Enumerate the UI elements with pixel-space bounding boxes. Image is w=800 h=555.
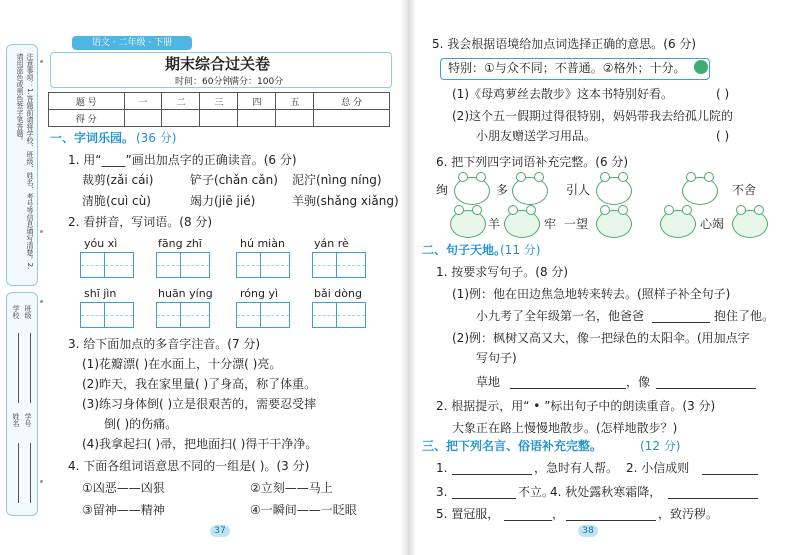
q3-item[interactable]: (1)花瓣漂( )在水面上，十分漂( )亮。 <box>82 357 282 371</box>
q4-option[interactable]: ②立刻——马上 <box>250 481 333 495</box>
pinyin-label: yán rè <box>314 237 349 250</box>
q6-char: 不舍 <box>732 183 757 197</box>
table-cell: 总 分 <box>314 93 390 110</box>
page-fold <box>400 0 416 555</box>
s3-label: 1. <box>436 461 448 475</box>
binding-dot <box>40 230 43 233</box>
table-cell: 得 分 <box>49 110 125 127</box>
binding-dot <box>40 300 43 303</box>
writing-grid[interactable] <box>236 252 290 278</box>
q3-prompt: 3. 给下面加点的多音字注音。(7 分) <box>68 337 261 351</box>
section2-points: (11 分) <box>500 243 541 257</box>
score-table <box>48 92 390 127</box>
page-number-left: 37 <box>210 525 230 537</box>
score-input-cell[interactable] <box>238 110 276 127</box>
frog-blank-icon[interactable] <box>732 210 768 238</box>
page-title: 期末综合过关卷 <box>165 55 271 73</box>
table-row <box>49 110 390 127</box>
s3-text: ，急时有人帮。 <box>534 461 619 475</box>
score-input-cell[interactable] <box>314 110 390 127</box>
frog-blank-icon[interactable] <box>596 210 632 238</box>
info-sidebar <box>6 44 36 514</box>
frog-blank-icon[interactable] <box>454 177 490 205</box>
q6-char: 牢 <box>544 217 557 231</box>
writing-grid[interactable] <box>156 252 210 278</box>
time-label: 时间：60分钟 <box>175 77 232 87</box>
page-number-right: 38 <box>578 525 598 537</box>
s2-q1-example: (1)例：他在田边焦急地转来转去。(照样子补全句子) <box>452 287 731 301</box>
score-input-cell[interactable] <box>200 110 238 127</box>
q5-answer[interactable]: ( ) <box>716 129 730 143</box>
q1-prompt: 1. 用“____”画出加点字的正确读音。(6 分) <box>68 153 297 167</box>
pinyin-label: róng yì <box>240 287 279 300</box>
writing-grid[interactable] <box>236 302 290 328</box>
q3-item[interactable]: (3)练习身体倒( )立是很艰苦的，需要忍受摔 <box>82 397 317 411</box>
q1-item[interactable]: 铲子(chǎn cǎn) <box>190 173 278 187</box>
q6-char: 一望 <box>564 217 589 231</box>
writing-grid[interactable] <box>312 252 366 278</box>
field-line[interactable] <box>30 333 31 403</box>
answer-blank[interactable] <box>510 376 626 389</box>
s2-q2-prompt: 2. 根据提示，用“ • ”标出句子中的朗读重音。(3 分) <box>436 399 716 413</box>
frog-blank-icon[interactable] <box>682 177 718 205</box>
notice-panel <box>6 44 38 286</box>
q4-prompt: 4. 下面各组词语意思不同的一组是( )。(3 分) <box>68 459 310 473</box>
s2-q2-sentence[interactable]: 大象正在路上慢慢地散步。(怎样地散步？) <box>452 421 678 435</box>
answer-blank[interactable] <box>504 508 552 521</box>
table-cell: 三 <box>200 93 238 110</box>
s3-text: 4. 秋处露秋寒霜降， <box>550 485 662 499</box>
field-line[interactable] <box>18 443 19 503</box>
s3-text: 不立。 <box>518 485 555 499</box>
q5-item: (1)《母鸡萝丝去散步》这本书特别好看。 <box>452 87 673 101</box>
q5-item: (2)这个五一假期过得很特别，妈妈带我去给孤儿院的 <box>452 109 734 123</box>
q5-answer[interactable]: ( ) <box>716 87 730 101</box>
score-input-cell[interactable] <box>124 110 162 127</box>
q3-item[interactable]: (4)我拿起扫( )帚，把地面扫( )得干干净净。 <box>82 437 318 451</box>
score-input-cell[interactable] <box>276 110 314 127</box>
writing-grid[interactable] <box>312 302 366 328</box>
q6-char: 绚 <box>436 183 449 197</box>
frog-blank-icon[interactable] <box>660 210 696 238</box>
frog-blank-icon[interactable] <box>596 177 632 205</box>
q6-prompt: 6. 把下列四字词语补充完整。(6 分) <box>436 155 629 169</box>
section3-title: 三、把下列名言、俗语补充完整。 <box>422 439 603 453</box>
score-label: 满分：100分 <box>230 77 284 87</box>
q5-hint: 特别：①与众不同；不普通。②格外；十分。 <box>448 61 686 75</box>
field-school: 学校 <box>12 305 20 319</box>
section3-points: (12 分) <box>640 439 681 453</box>
s3-text: 2. 小信成则 <box>626 461 690 475</box>
binding-dot <box>40 480 43 483</box>
notice-text: 注意事项：1.答题前请将学校、班级、姓名、考号等信息填写清楚。2.请用蓝色或黑色签字笔答题。 <box>16 53 34 270</box>
q1-item[interactable]: 裁剪(zǎi cái) <box>82 173 154 187</box>
writing-grid[interactable] <box>80 302 134 328</box>
q6-char: 引人 <box>566 183 591 197</box>
q3-item[interactable]: (2)昨天，我在家里量( )了身高，称了体重。 <box>82 377 317 391</box>
section1-points: (36 分) <box>136 131 177 145</box>
table-cell: 题 号 <box>49 93 125 110</box>
answer-blank[interactable] <box>652 310 710 323</box>
answer-blank[interactable] <box>452 486 516 499</box>
student-info-panel <box>6 292 38 516</box>
apple-icon <box>694 60 708 74</box>
answer-blank[interactable] <box>702 462 758 475</box>
writing-grid[interactable] <box>156 302 210 328</box>
table-cell: 二 <box>162 93 200 110</box>
field-class: 班级 <box>24 305 32 319</box>
q4-option[interactable]: ①凶恶——凶狠 <box>82 481 165 495</box>
q5-prompt: 5. 我会根据语境给加点词选择正确的意思。(6 分) <box>432 37 697 51</box>
s2-q1-text: 草地 <box>476 375 501 389</box>
table-row <box>49 93 390 110</box>
section1-title: 一、字词乐园。 <box>50 131 135 145</box>
answer-blank[interactable] <box>566 508 656 521</box>
answer-blank[interactable] <box>452 462 532 475</box>
q2-prompt: 2. 看拼音，写词语。(8 分) <box>68 215 213 229</box>
answer-blank[interactable] <box>668 486 758 499</box>
q1-item[interactable]: 清脆(cuì cù) <box>82 194 151 208</box>
section2-title: 二、句子天地。 <box>422 243 507 257</box>
s3-text: 5. 置冠服， <box>436 507 500 521</box>
q3-item[interactable]: 倒( )的伤痛。 <box>104 417 178 431</box>
pinyin-label: hú miàn <box>240 237 285 250</box>
answer-blank[interactable] <box>656 376 756 389</box>
s2-q1-text: 小九考了全年级第一名，他爸爸 <box>476 309 645 323</box>
field-line[interactable] <box>30 443 31 503</box>
q5-item: 小朋友赠送学习用品。 <box>476 129 597 143</box>
pinyin-label: yóu xì <box>84 237 118 250</box>
s2-q1-text: 写句子) <box>476 351 517 365</box>
q6-char: 羊 <box>488 217 501 231</box>
q1-item[interactable]: 泥泞(nìng níng) <box>292 173 382 187</box>
field-line[interactable] <box>18 333 19 403</box>
s2-q1-prompt: 1. 按要求写句子。(8 分) <box>436 265 569 279</box>
s3-text: ，致汚秽。 <box>658 507 719 521</box>
table-cell: 四 <box>238 93 276 110</box>
field-number: 学号 <box>24 413 32 427</box>
q1-item[interactable]: 羊驹(shǎng xiǎng) <box>292 194 399 208</box>
q6-char: 心竭 <box>700 217 725 231</box>
pinyin-label: fāng zhī <box>158 237 202 250</box>
frog-blank-icon[interactable] <box>450 210 486 238</box>
s2-q1-example: (2)例：枫树又高又大，像一把绿色的太阳伞。(用加点字 <box>452 331 750 345</box>
pinyin-label: huān yíng <box>158 287 213 300</box>
pinyin-label: shī jìn <box>84 287 117 300</box>
q6-char: 多 <box>496 183 509 197</box>
s2-q1-text: 抱住了他。 <box>714 309 775 323</box>
score-input-cell[interactable] <box>162 110 200 127</box>
q1-item[interactable]: 竭力(jiē jié) <box>190 194 256 208</box>
writing-grid[interactable] <box>80 252 134 278</box>
grade-tab: 语文 · 二年级 · 下册 <box>72 36 192 50</box>
s3-text: ， <box>552 507 565 521</box>
pinyin-label: bǎi dòng <box>314 287 362 300</box>
field-name: 姓名 <box>12 413 20 427</box>
binding-dot <box>40 60 43 63</box>
s3-label: 3. <box>436 485 448 499</box>
table-cell: 一 <box>124 93 162 110</box>
q4-option[interactable]: ④一瞬间——一眨眼 <box>250 503 357 517</box>
frog-blank-icon[interactable] <box>504 210 540 238</box>
s2-q1-text: ，像 <box>626 375 651 389</box>
frog-blank-icon[interactable] <box>512 177 548 205</box>
q4-option[interactable]: ③留神——精神 <box>82 503 165 517</box>
table-cell: 五 <box>276 93 314 110</box>
